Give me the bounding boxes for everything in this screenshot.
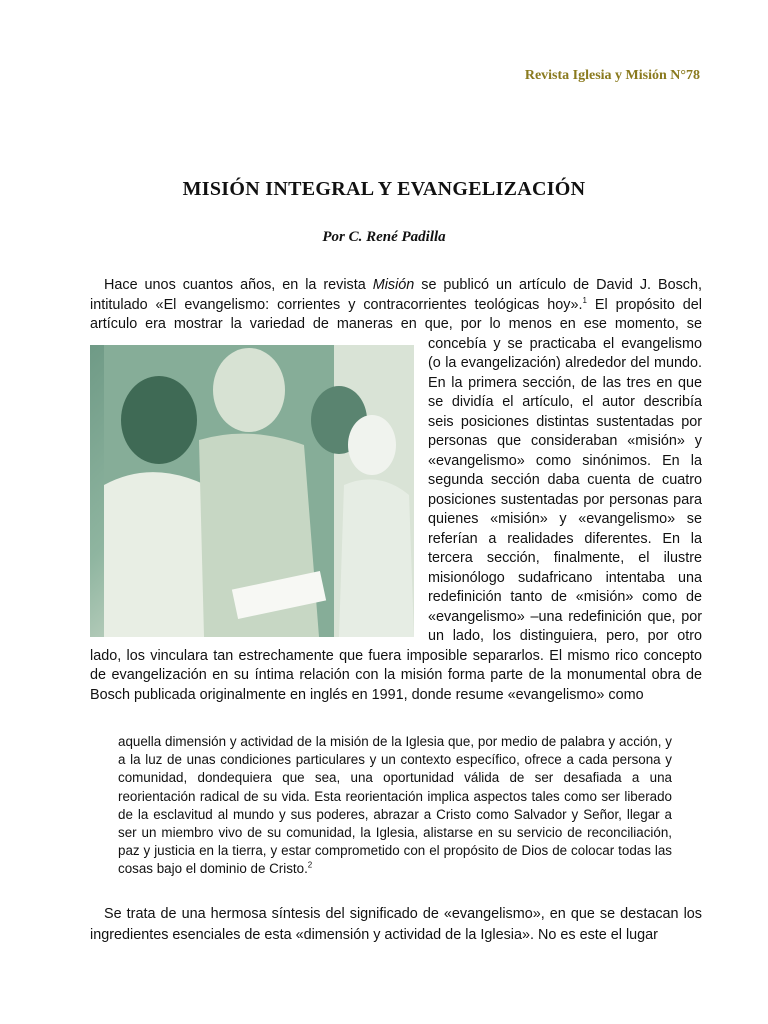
paragraph-closing: Se trata de una hermosa síntesis del significado de «evangelismo», en que se destacan los ingredientes esenciales de esta «dimensión y actividad de la Iglesia». No es este el lugar bbox=[90, 906, 702, 943]
journal-name: Misión bbox=[372, 277, 415, 293]
quote-text: aquella dimensión y actividad de la misión de la Iglesia que, por medio de palabra y acción, y a la luz de unas condiciones particulares y un contexto específico, ofrece a cada persona y comunidad, dondequiera que sea, una oportunidad válida de ser desafiada a una reorientación radical de su vida. Esta reorientación implica aspectos tales como ser liberado de la esclavitud al mundo y sus poderes, abrazar a Cristo como Salvador y Señor, llegar a ser un miembro vivo de su comunidad, la Iglesia, alistarse en su servicio de reconciliación, paz y justicia en la tierra, y estar comprometido con el propósito de Dios de colocar todas las cosas bajo el dominio de Cristo. bbox=[118, 734, 672, 877]
article-author: Por C. René Padilla bbox=[322, 229, 446, 245]
intro-rest-after-photo: concebía y se practicaba el evangelismo (o la evangelización) alrededor del mundo. En la primera sección, de las tres en que se dividía el artículo, el autor describía seis posiciones distintas sustentadas por personas que consideraban «misión» y «evangelismo» como sinónimos. En la segunda sección daba cuenta de cuatro posiciones sustentadas por personas para quienes «misión» y «evangelismo» se referían a realidades diferentes. En la tercera sección, finalmente, el ilustre misionólogo sudafricano intentaba una redefinición tanto de «misión» como de «evangelismo» –una redefinición que, por un lado, los distinguiera, pero, por otro lado, los vinculara tan estrechamente que fuera imposible separarlos. El mismo rico concepto de evangelización en su íntima relación con la misión forma parte de la monumental obra de Bosch publicada originalmente en inglés en 1991, donde resume «evangelismo» como bbox=[90, 335, 702, 703]
article-title: MISIÓN INTEGRAL Y EVANGELIZACIÓN bbox=[182, 178, 586, 200]
intro-rest: El propósito del artículo era mostrar la variedad de maneras en que, por lo menos en ese momento, se bbox=[90, 296, 702, 332]
intro-continued: se publicó un artículo de David J. Bosch, intitulado «El evangelismo: corrientes y contracorrientes teológicas hoy». bbox=[90, 277, 702, 313]
group-photo-illustration bbox=[104, 345, 414, 637]
footnote-marker-1[interactable]: 1 bbox=[582, 295, 587, 305]
article-body bbox=[90, 276, 702, 705]
journal-header: Revista Iglesia y Misión N°78 bbox=[524, 68, 700, 83]
block-quote bbox=[118, 733, 672, 879]
article-photo bbox=[90, 345, 414, 637]
intro-text: Hace unos cuantos años, en la revista bbox=[104, 277, 373, 293]
paragraph-intro bbox=[90, 276, 702, 705]
footnote-marker-2[interactable]: 2 bbox=[307, 860, 313, 870]
